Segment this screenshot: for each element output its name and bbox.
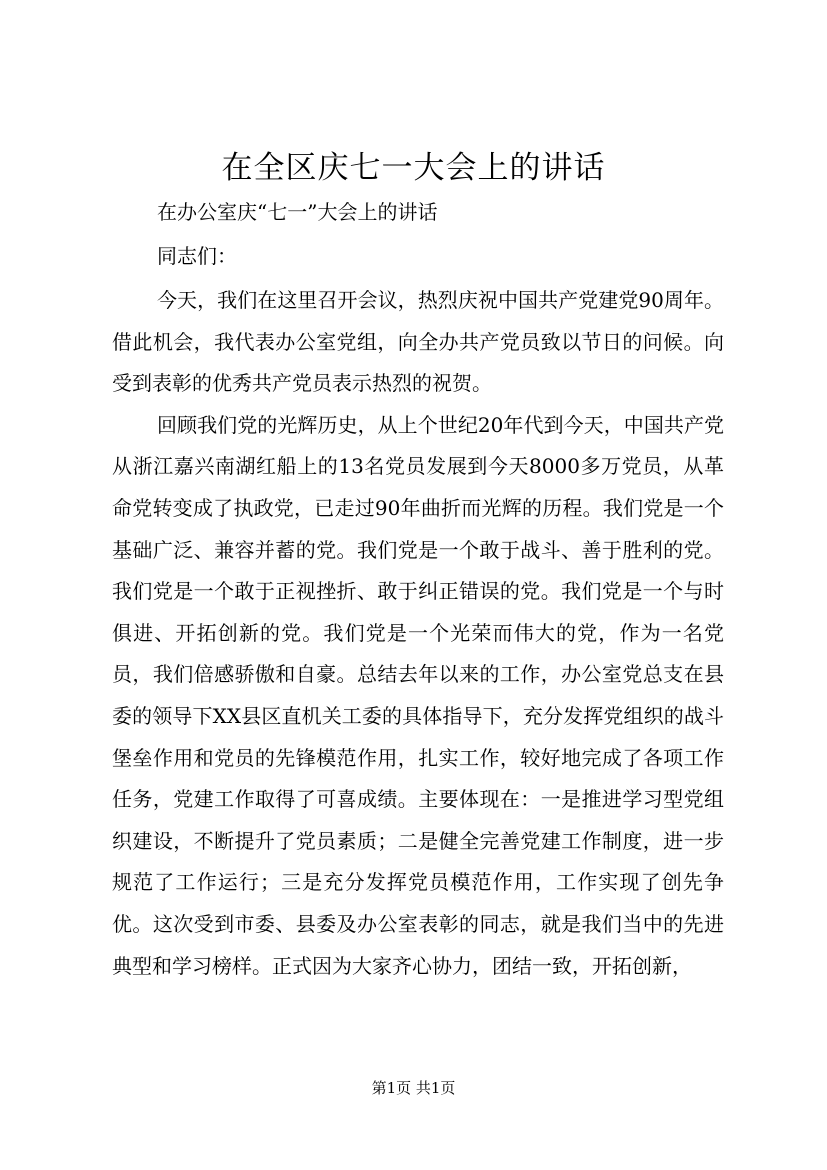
salutation: 同志们： <box>157 244 237 268</box>
paragraph-opening: 今天，我们在这里召开会议，热烈庆祝中国共产党建党90周年。借此机会，我代表办公室党组，向全办共产党员致以节日的问候。向受到表彰的优秀共产党员表示热烈的祝贺。 <box>112 288 724 396</box>
page-footer: 第1页 共1页 <box>371 1079 456 1097</box>
body-text <box>112 280 724 987</box>
paragraph-history: 回顾我们党的光辉历史，从上个世纪20年代到今天，中国共产党从浙江嘉兴南湖红船上的13名党员发展到今天8000多万党员，从革命党转变成了执政党，已走过90年曲折而光辉的历程。我们党是一个基础广泛、兼容并蓄的党。我们党是一个敢于战斗、善于胜利的党。我们党是一个敢于正视挫折、敢于纠正错误的党。我们党是一个与时俱进、开拓创新的党。我们党是一个光荣而伟大的党，作为一名党员，我们倍感骄傲和自豪。总结去年以来的工作，办公室党总支在县委的领导下XX县区直机关工委的具体指导下，充分发挥党组织的战斗堡垒作用和党员的先锋模范作用，扎实工作，较好地完成了各项工作任务，党建工作取得了可喜成绩。主要体现在：一是推进学习型党组织建设，不断提升了党员素质；二是健全完善党建工作制度，进一步规范了工作运行；三是充分发挥党员模范作用，工作实现了创先争优。这次受到市委、县委及办公室表彰的同志，就是我们当中的先进典型和学习榜样。正式因为大家齐心协力，团结一致，开拓创新， <box>112 412 724 978</box>
document-title: 在全区庆七一大会上的讲话 <box>221 150 606 186</box>
document-subtitle: 在办公室庆“七一”大会上的讲话 <box>157 200 438 224</box>
